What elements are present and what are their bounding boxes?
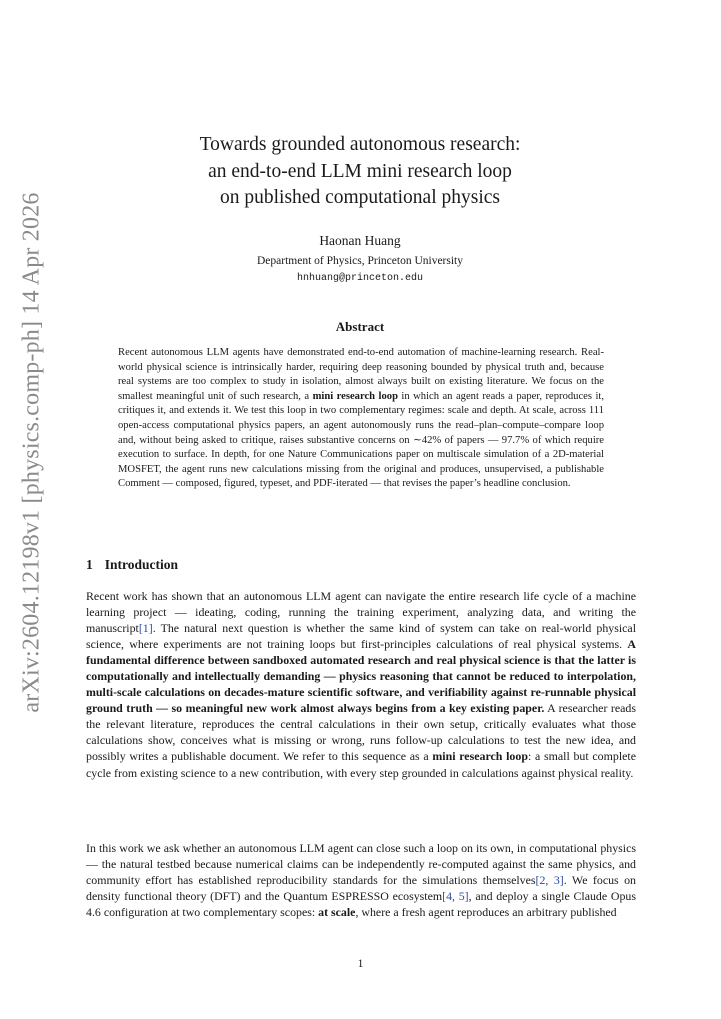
body-text: , where a fresh agent reproduces an arbitrary published xyxy=(355,905,617,920)
abstract-text: in which an agent reads a paper, reproduces it, critiques it, and extends it. We test this loop in two complementary regimes: scale and depth. At scale, across 111 open-access computational physics papers, an agent autonomously runs the read–plan–compute–compare loop and, without being asked to critique, raises substantive concerns on ∼42% of papers — 97.7% of which require execution to surface. In depth, for one Nature Communications paper on multiscale simulation of a 2D-material MOSFET, the agent runs new calculations missing from the original and produces, unsupervised, a publishable Comment — composed, figured, typeset, and PDF-iterated — that revises the paper’s headline conclusion. xyxy=(118,390,604,490)
paper-title xyxy=(160,132,560,212)
section-heading xyxy=(86,557,178,573)
citation-link[interactable]: [1] xyxy=(138,621,153,636)
arxiv-identifier: arXiv:2604.12198v1 [physics.comp-ph] 14 Apr 2026 xyxy=(18,191,45,713)
body-text: In this work we ask whether an autonomous LLM agent can close such a loop on its own, in computational physics — the natural testbed because numerical claims can be independently re-computed against the same physics, and community effort has established reproducibility standards for the simulations themselves xyxy=(86,841,636,888)
author-affiliation: Department of Physics, Princeton University xyxy=(256,255,463,267)
citation-link[interactable]: [2, 3] xyxy=(535,873,564,888)
citation-link[interactable]: [4, 5] xyxy=(442,889,469,904)
body-emphasis: mini research loop xyxy=(432,749,528,764)
body-emphasis: A fundamental difference between sandboxed automated research and real physical science is that the latter is computationally and intellectually demanding — physics reasoning that cannot be reduced to interpolation, multi-scale calculations on decades-mature scientific software, and verifiability against re-runnable physical ground truth — so meaningful new work almost always begins from a key existing paper. xyxy=(86,637,636,716)
body-text: Recent work has shown that an autonomous LLM agent can navigate the entire research life cycle of a machine learning project — ideating, coding, running the training experiment, analyzing data, and writing the manuscript xyxy=(86,589,636,636)
body-emphasis: at scale xyxy=(318,905,356,920)
abstract-body xyxy=(118,346,604,492)
introduction-paragraph-1 xyxy=(86,588,636,781)
section-number: 1 xyxy=(86,557,93,572)
body-text: . The natural next question is whether the same kind of system can take on real-world physical science, where experiments are not training loops but first-principles calculations of real physical systems. xyxy=(86,621,636,652)
title-line: Towards grounded autonomous research: xyxy=(199,134,521,155)
body-text: : a small but complete cycle from existing science to a new contribution, with every step grounded in calculations against physical reality. xyxy=(86,749,636,780)
author-email: hnhuang@princeton.edu xyxy=(296,273,424,284)
introduction-paragraph-2 xyxy=(86,840,636,920)
body-text: A researcher reads the relevant literature, reproduces the central calculations in their own setup, critically evaluates what those calculations show, conceives what is missing or wrong, runs follow-up calculations to test the new idea, and possibly writes a publishable document. We refer to this sequence as a xyxy=(86,701,636,764)
title-line: on published computational physics xyxy=(219,187,500,208)
body-text: . We focus on density functional theory (DFT) and the Quantum ESPRESSO ecosystem xyxy=(86,873,636,904)
abstract-heading: Abstract xyxy=(335,319,385,334)
page-number: 1 xyxy=(357,958,364,970)
section-title: Introduction xyxy=(104,557,179,572)
arxiv-side-stamp xyxy=(18,191,46,713)
abstract-text: Recent autonomous LLM agents have demonstrated end-to-end automation of machine-learning research. Real-world physical science is intrinsically harder, requiring deep reasoning bounded by physical truth and, because real systems are too complex to study in isolation, almost always built on existing literature. We focus on the smallest meaningful unit of such research, a xyxy=(118,347,604,402)
title-line: an end-to-end LLM mini research loop xyxy=(208,160,512,182)
abstract-emphasis: mini research loop xyxy=(312,390,398,402)
author-name: Haonan Huang xyxy=(319,233,401,248)
body-text: , and deploy a single Claude Opus 4.6 configuration at two complementary scopes: xyxy=(86,889,636,920)
